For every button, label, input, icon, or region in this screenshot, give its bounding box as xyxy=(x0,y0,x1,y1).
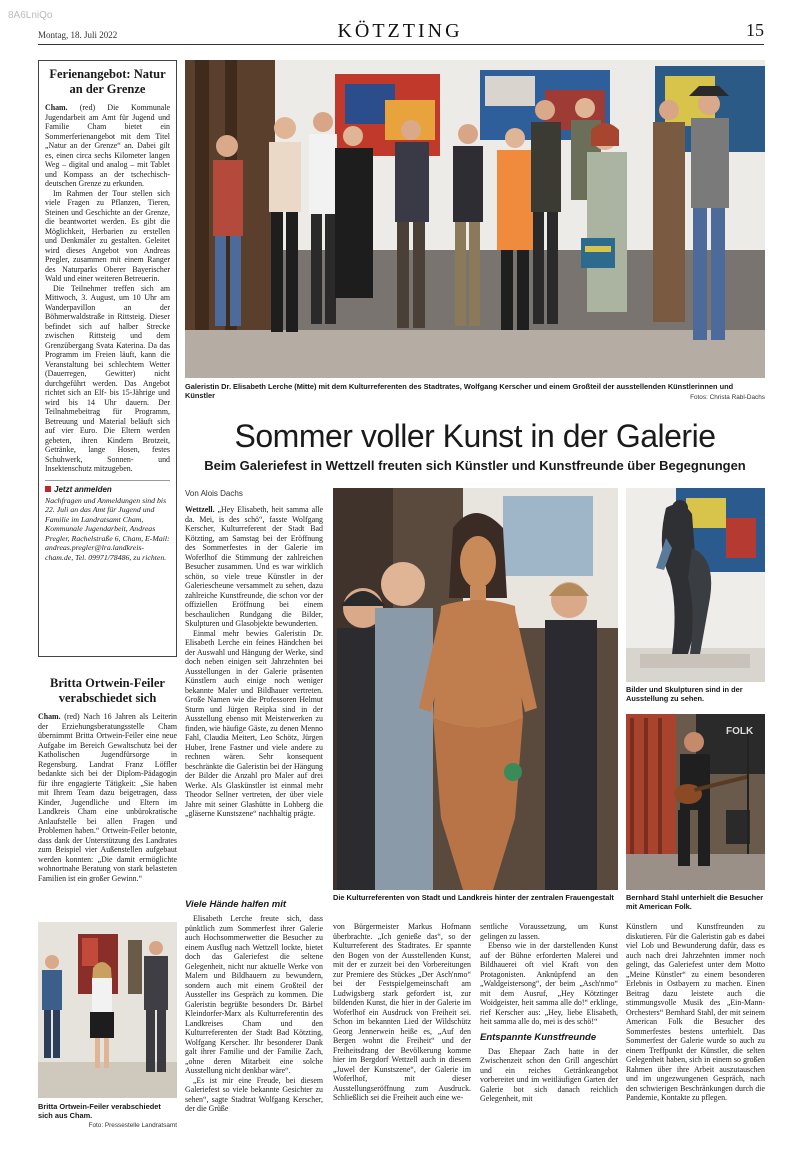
ferien-title: Ferienangebot: Natur an der Grenze xyxy=(49,67,166,96)
article-col4 xyxy=(626,922,765,1103)
header-rule xyxy=(38,44,764,45)
anmeldung-block xyxy=(45,480,170,563)
group-photo-credit: Fotos: Christa Rabl-Dachs xyxy=(690,394,765,401)
article-p7: Ebenso wie in der darstellenden Kunst auf der Bühne erforderten Malerei und Bildhauerei oft viel Kraft von den Protagonisten. Anknüpfend an den „Waldgeistersong“, der beim „Asch'nmo“ mit dem Ausruf, „Hey Kötztinger Woidgeister, heit samma alle do!“ erklinge, rief Kerscher aus: „Hey, liebe Elisabeth, heit samma alle do, mei is des schö!“ xyxy=(480,941,618,1026)
article-col2 xyxy=(333,922,471,1103)
article-p2: Einmal mehr bewies Galeristin Dr. Elisabeth Lerche ein feines Händchen bei der Auswahl und Hängung der Werke, sind doch neben einigen seit Jahrzehnten bei Ausstellungen in der Galerie präsenten Künstlern auch einige noch weniger bekannte Maler und Bildhauer vertreten. Große Namen wie die Professoren Helmut Sturm und Jürgen Reipka sind in der Ausstellung ebenso mit Meisterwerken zu finden, wie häufige Gäste, zu denen Menno Fahl, Claudia Meitert, Leo Schötz, Jürgen Huber, Irene Fastner und viele andere zu rechnen wären. Sehr konsequent beschränkte die Galeristin bei der Hängung der Bilder die Anzahl pro Maler auf drei Werke. Als Glaskünstler ist einmal mehr Theodor Sellner vertreten, der über viele Jahre mit seiner Glashütte in Lohberg die „gläserne Kunstszene“ nachhaltig prägte. xyxy=(185,628,323,818)
watermark: 8A6LniQo xyxy=(8,10,53,21)
britta-photo xyxy=(38,922,177,1098)
ferien-box xyxy=(38,60,177,657)
issue-date: Montag, 18. Juli 2022 xyxy=(38,30,118,40)
article-p8: Das Ehepaar Zach hatte in der Zwischenzeit schon den Grill angeschürt und ein reiches Getränkeangebot vorbereitet und im weitläufigen Garten der Galerie bot sich danach reichlich Gelegenheit, mit xyxy=(480,1046,618,1103)
article-p3: Elisabeth Lerche freute sich, dass pünktlich zum Sommerfest ihrer Galerie auch Hochsommerwetter die Besucher zu einem Ausflug nach Wettzell lockte, bietet doch das Galeriefest die seltene Gelegenheit, nicht nur aktuelle Werke von Malern und Bildhauern zu bewundern, sondern auch mit einem Großteil der Aussteller ins Gespräch zu kommen. Die Galeristin begrüßte besonders Dr. Bärbel Kleindorfer-Marx als Kulturreferentin des Landkreises Cham und den Kulturreferenten der Stadt Bad Kötzting, Wolfgang Kerscher. Ihr besonderer Dank galt ihrer Familie und der Familie Zach, „ohne deren Mitarbeit eine solche Ausstellung nicht denkbar wäre“. xyxy=(185,914,323,1075)
ferien-p1: (red) Die Kommunale Jugendarbeit am Amt für Jugend und Familie Cham bietet ein Sommerferienangebot mit dem Titel „Natur an der Grenze“ an. Dabei gilt es, einen circa sechs Kilometer langen Weg – digital und analog – mit Tablet und Kompass an der tschechisch-deutschen Grenze zu erkunden. xyxy=(45,103,170,188)
section-title: KÖTZTING xyxy=(337,20,463,42)
britta-credit: Foto: Pressestelle Landratsamt xyxy=(88,1122,177,1129)
subheading-entspannte: Entspannte Kunstfreunde xyxy=(480,1031,597,1043)
byline: Von Alois Dachs xyxy=(185,489,243,498)
subheadline: Beim Galeriefest in Wettzell freuten sich Künstler und Kunstfreunde über Begegnungen xyxy=(204,458,746,473)
ferien-body xyxy=(45,103,170,474)
sculpture-photo xyxy=(626,488,765,682)
subheading-viele-haende: Viele Hände halfen mit xyxy=(185,899,287,910)
sculpture-caption: Bilder und Skulpturen sind in der Ausstellung zu sehen. xyxy=(626,685,743,703)
britta-dateline: Cham. xyxy=(38,712,61,721)
article-p5: von Bürgermeister Markus Hofmann überbrachte. „Ich genieße das“, so der Kulturreferent des Stadtrates. Er spannte den Bogen von der Ausstellenden Kunst, mit der er zurzeit bei den Vorbereitungen zur Premiere des Stückes „Der Asch'nmo“ bei der Festspielgemeinschaft am Ludwigsberg stark gefordert ist, zur bildenden Kunst, die hier in der Galerie im Woferlhof ein Ausdruck von Freiheit sei. Schon im bekannten Lied der Wildschütz Georg Jennerwein heiße es, „Auf den Bergen wohnt die Freiheit“ und der Freiheitsdrang der Bevölkerung komme hier im Bergdorf Wettzell auch in diesem „Juwel der Kunstszene“, der Galerie im Woferlhof, mit dieser Ausstellungseröffnung zum Ausdruck. Schließlich sei die Freiheit auch eine we- xyxy=(333,922,471,1102)
britta-p1: (red) Nach 16 Jahren als Leiterin der Erziehungsberatungsstelle Cham übernimmt Britta Ortwein-Feiler eine neue Aufgabe im Bereich Gewaltschutz bei der Katholischen Jugendfürsorge in Regensburg. Landrat Franz Löffler bedankte sich bei der Diplom-Pädagogin für ihre engagierte Tätigkeit: „Sie haben mit Ihrem Team dazu beigetragen, dass Kinder, Jugendliche und Eltern im Landkreis Cham eine unbürokratische Anlaufstelle bei allen Fragen und Problemen haben.“ Ortwein-Feiler betonte, dass dank der Unterstützung des Landrates zum Beispiel vier Außenstellen aufgebaut werden konnten: „Die damit ermöglichte wohnortnahe Beratung von stark belasteten Familien ist ein großer Gewinn.“ xyxy=(38,712,177,883)
article-p4: „Es ist mir eine Freude, bei diesem Galeriefest so viele bekannte Gesichter zu sehen“, sagte Stadtrat Wolfgang Kerscher, der die Grüße xyxy=(185,1075,323,1113)
britta-body xyxy=(38,712,177,883)
headline: Sommer voller Kunst in der Galerie xyxy=(234,418,716,454)
britta-title: Britta Ortwein-Feiler verabschiedet sich xyxy=(50,676,165,705)
musician-caption: Bernhard Stahl unterhielt die Besucher mit American Folk. xyxy=(626,893,764,911)
ferien-p2: Im Rahmen der Tour stellen sich viele Fragen zu Pflanzen, Tieren, Steinen und Geschichte an der Grenze, die beantwortet werden. Es gibt die Möglichkeit, Herbarien zu erstellen und Denkmäler zu gestalten. Geleitet wird dieses Angebot von Andreas Pregler, zusammen mit einem Ranger des Naturparks Oberer Bayerischer Wald und einer weiteren Betreuerin. xyxy=(45,188,170,283)
group-photo-caption: Galeristin Dr. Elisabeth Lerche (Mitte) mit dem Kulturreferenten des Stadtrates, Wolfgang Kerscher und einem Großteil der ausstellenden Künstlerinnen und Künstler xyxy=(185,382,734,400)
article-col1 xyxy=(185,505,323,819)
statue-caption: Die Kulturreferenten von Stadt und Landkreis hinter der zentralen Frauengestalt xyxy=(333,893,614,902)
article-p9: Künstlern und Kunstfreunden zu diskutieren. Für die Galeristin gab es dabei viel Lob und Bewunderung dafür, dass es auch nach drei Jahrzehnten immer noch gelingt, das Galeriefest unter dem Motto „Meine Künstler“ zu einem besonderen Erlebnis in Ostbayern zu machen. Einen Beitrag dazu leistete auch die stimmungsvolle Musik des „Ein-Mann-Orchesters“ Bernhard Stahl, der mit seinem American Folk die Besucher des Sommerfestes bestens unterhielt. Das Sommerfest der Galerie wurde so auch zu einem Treffpunkt der Künstler, die selten Gelegenheit haben, sich in einem so großen Rahmen über ihre Arbeit auszutauschen und im ungezwungenen Gespräch, nach den schwierigen Beschränkungen durch die Pandemie, Kontakte zu pflegen. xyxy=(626,922,765,1102)
article-p6: sentliche Voraussetzung, um Kunst gelingen zu lassen. xyxy=(480,922,618,941)
statue-photo xyxy=(333,488,618,890)
britta-caption: Britta Ortwein-Feiler verabschiedet sich aus Cham. xyxy=(38,1102,161,1120)
page-number: 15 xyxy=(746,20,764,40)
article-dateline: Wettzell. xyxy=(185,505,215,514)
article-p1: „Hey Elisabeth, heit samma alle da. Mei, is des schö“, fasste Wolfgang Kerscher, Kulturreferent der Stadt Bad Kötzting, am Samstag bei der Eröffnung des Sommerfestes in der Galerie im Woferlhof die Stimmung der zahlreichen Besucher zusammen. Und es war wirklich schön, so viele treue Künstler in der Galeriescheune versammelt zu sehen, dazu zahlreiche Kunstfreunde, die schon vor der offiziellen Eröffnung bei einem beschaulichen Rundgang die Bilder, Skulpturen und Glasobjekte bewunderten. xyxy=(185,505,323,628)
ferien-p3: Die Teilnehmer treffen sich am Mittwoch, 3. August, um 10 Uhr am Wanderpavillon an der Böhmerwaldstraße in Rittsteig. Dieser befindet sich auf halber Strecke zwischen Rittsteig und dem Grenzübergang Svata Katerina. Da das Programm im Freien läuft, kann die Veranstaltung bei schlechtem Wetter (Dauerregen, Gewitter) nicht durchgeführt werden. Das Angebot richtet sich an Elf- bis 15-Jährige und wird bis 14 Uhr dauern. Der Teilnahmebeitrag für Programm, Betreuung und Material beläuft sich auf vier Euro. Die Eltern werden gebeten, ihren Kindern Brotzeit, Getränke, lange Hosen, festes Schuhwerk, Sonnen- und Insektenschutz mitzugeben. xyxy=(45,283,170,473)
anmeldung-text: Nachfragen und Anmeldungen sind bis 22. Juli an das Amt für Jugend und Familie im Landratsamt Cham, Kommunale Jugendarbeit, Andreas Pregler, Rachelstraße 6, Cham, E-Mail: andreas.pregler@lra.landkreis-cham.de, Tel. 09971/78486, zu richten. xyxy=(45,495,170,562)
ferien-dateline: Cham. xyxy=(45,103,68,112)
musician-photo xyxy=(626,714,765,890)
article-col3 xyxy=(480,922,618,1104)
group-photo xyxy=(185,60,765,378)
article-col1b xyxy=(185,894,323,1114)
anmeldung-heading: Jetzt anmelden xyxy=(45,485,170,494)
folk-sign: FOLK xyxy=(726,726,754,737)
